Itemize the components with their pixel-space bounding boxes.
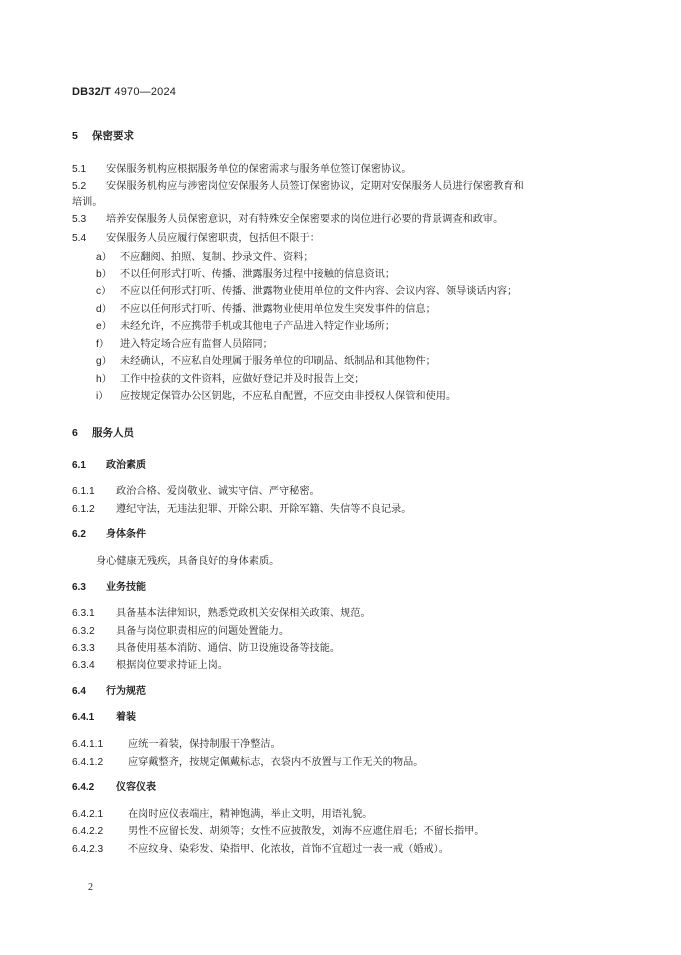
clause-6-4-1-1: 6.4.1.1 应统一着装，保持制服干净整洁。: [72, 739, 281, 750]
clause-heading-6-4-2: 6.4.2 仪容仪表: [72, 782, 156, 793]
clause-6-3-1: 6.3.1 具备基本法律知识，熟悉党政机关安保相关政策、规范。: [72, 608, 371, 619]
list-item: i） 应按规定保管办公区钥匙，不应私自配置，不应交由非授权人保管和使用。: [96, 391, 457, 402]
standard-number: 4970—2024: [114, 86, 177, 98]
clause-6-1-1: 6.1.1 政治合格、爱岗敬业、诚实守信、严守秘密。: [72, 486, 320, 497]
clause-heading-6-2: 6.2 身体条件: [72, 529, 146, 540]
clause-6-1-2: 6.1.2 遵纪守法，无违法犯罪、开除公职、开除军籍、失信等不良记录。: [72, 504, 412, 515]
list-item: g） 未经确认，不应私自处理属于服务单位的印刷品、纸制品和其他物件；: [96, 356, 436, 367]
page-number: 2: [88, 882, 93, 893]
clause-5-4: 5.4 安保服务人员应履行保密职责，包括但不限于：: [72, 233, 320, 244]
clause-heading-6-3: 6.3 业务技能: [72, 582, 146, 593]
clause-6-4-1-2: 6.4.1.2 应穿戴整齐，按规定佩戴标志，衣袋内不放置与工作无关的物品。: [72, 757, 424, 768]
section-heading-5: 5 保密要求: [72, 130, 134, 142]
clause-6-2-body: 身心健康无残疾，具备良好的身体素质。: [96, 556, 280, 567]
clause-5-1: 5.1 安保服务机构应根据服务单位的保密需求与服务单位签订保密协议。: [72, 164, 412, 175]
list-item: e） 未经允许，不应携带手机或其他电子产品进入特定作业场所；: [96, 321, 396, 332]
clause-5-2-continuation: 培训。: [72, 197, 103, 208]
clause-6-3-3: 6.3.3 具备使用基本消防、通信、防卫设施设备等技能。: [72, 643, 341, 654]
clause-6-3-2: 6.3.2 具备与岗位职责相应的问题处置能力。: [72, 626, 290, 637]
list-item: h） 工作中捡获的文件资料，应做好登记并及时报告上交；: [96, 374, 365, 385]
clause-6-4-2-3: 6.4.2.3 不应纹身、染彩发、染指甲、化浓妆，首饰不宜超过一表一戒（婚戒）。: [72, 844, 449, 855]
list-item: d） 不应以任何形式打听、传播、泄露物业使用单位发生突发事件的信息；: [96, 304, 436, 315]
clause-heading-6-4-1: 6.4.1 着装: [72, 712, 136, 723]
clause-5-3: 5.3 培养安保服务人员保密意识，对有特殊安全保密要求的岗位进行必要的背景调查和政审。: [72, 214, 504, 225]
section-heading-6: 6 服务人员: [72, 427, 134, 439]
clause-6-4-2-1: 6.4.2.1 在岗时应仪表端庄，精神饱满，举止文明，用语礼貌。: [72, 809, 373, 820]
clause-heading-6-1: 6.1 政治素质: [72, 460, 146, 471]
clause-6-4-2-2: 6.4.2.2 男性不应留长发、胡须等；女性不应披散发，刘海不应遮住眉毛；不留长指甲。: [72, 826, 485, 837]
clause-heading-6-4: 6.4 行为规范: [72, 686, 146, 697]
list-item: a） 不应翻阅、拍照、复制、抄录文件、资料；: [96, 252, 314, 263]
list-item: c） 不应以任何形式打听、传播、泄露物业使用单位的文件内容、会议内容、领导谈话内容；: [96, 286, 518, 297]
standard-code: [72, 86, 176, 98]
clause-5-2: 5.2 安保服务机构应与涉密岗位安保服务人员签订保密协议，定期对安保服务人员进行保密教育和: [72, 181, 524, 192]
list-item: b） 不以任何形式打听、传播、泄露服务过程中接触的信息资讯；: [96, 269, 396, 280]
standard-prefix: DB32/T: [72, 86, 112, 98]
clause-6-3-4: 6.3.4 根据岗位要求持证上岗。: [72, 660, 229, 671]
list-item: f） 进入特定场合应有监督人员陪同；: [96, 339, 273, 350]
